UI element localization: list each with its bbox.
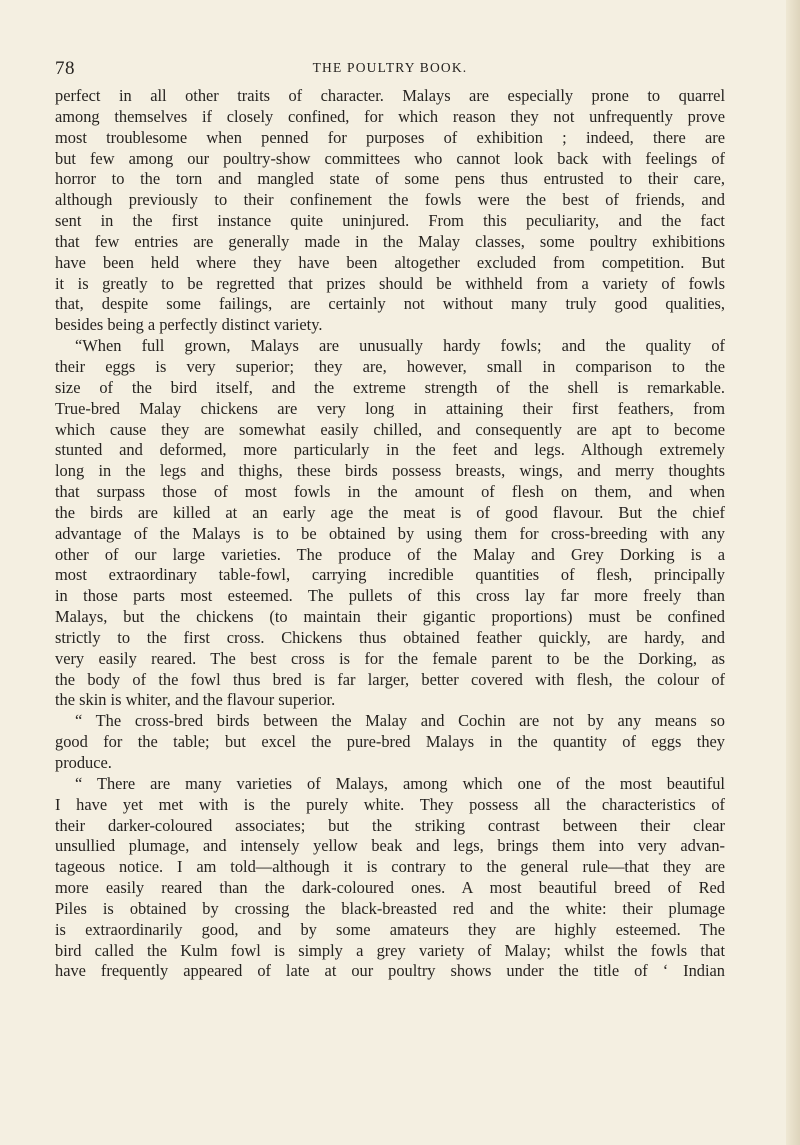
text-line: the skin is whiter, and the flavour superior. — [55, 690, 336, 710]
text-line: very easily reared. The best cross is for the female parent to be the Dorking, as — [55, 648, 725, 668]
page-edge-shadow — [786, 0, 800, 1145]
text-line: have frequently appeared of late at our poultry shows under the title of ‘ Indian — [55, 961, 725, 981]
text-line: among themselves if closely confined, for which reason they not unfrequently prove — [55, 106, 725, 126]
text-line: True-bred Malay chickens are very long in attaining their first feathers, from — [55, 398, 725, 418]
text-line: most extraordinary table-fowl, carrying incredible quantities of flesh, principally — [55, 565, 725, 585]
text-line: that few entries are generally made in the Malay classes, some poultry exhibitions — [55, 231, 725, 251]
running-head — [55, 58, 725, 82]
text-line: “ The cross-bred birds between the Malay and Cochin are not by any means so — [75, 711, 725, 731]
text-line: is extraordinarily good, and by some amateurs they are highly esteemed. The — [55, 919, 725, 939]
text-line: more easily reared than the dark-coloured ones. A most beautiful breed of Red — [55, 878, 725, 898]
text-line: other of our large varieties. The produce of the Malay and Grey Dorking is a — [55, 544, 725, 564]
text-line: the body of the fowl thus bred is far larger, better covered with flesh, the colour of — [55, 669, 725, 689]
book-title: THE POULTRY BOOK. — [312, 60, 468, 75]
text-line: good for the table; but excel the pure-bred Malays in the quantity of eggs they — [55, 732, 725, 752]
text-line: have been held where they have been altogether excluded from competition. But — [55, 252, 725, 272]
text-line: their eggs is very superior; they are, however, small in comparison to the — [55, 356, 725, 376]
text-line: Piles is obtained by crossing the black-breasted red and the white: their plumage — [55, 898, 725, 918]
text-line: although previously to their confinement the fowls were the best of friends, and — [55, 190, 725, 210]
body-text — [55, 86, 725, 982]
text-line: which cause they are somewhat easily chilled, and consequently are apt to become — [55, 419, 725, 439]
text-line: advantage of the Malays is to be obtained by using them for cross-breeding with any — [55, 523, 725, 543]
text-line: perfect in all other traits of character. Malays are especially prone to quarrel — [55, 86, 725, 105]
text-line: I have yet met with is the purely white. They possess all the characteristics of — [55, 794, 725, 814]
text-line: sent in the first instance quite uninjured. From this peculiarity, and the fact — [55, 211, 725, 231]
text-line: “ There are many varieties of Malays, among which one of the most beautiful — [75, 773, 725, 793]
page-number: 78 — [55, 58, 75, 79]
text-line: most troublesome when penned for purposes of exhibition ; indeed, there are — [55, 127, 725, 147]
text-line: the birds are killed at an early age the meat is of good flavour. But the chief — [55, 502, 725, 522]
text-line: Malays, but the chickens (to maintain their gigantic proportions) must be confined — [55, 607, 725, 627]
text-line: unsullied plumage, and intensely yellow beak and legs, brings them into very advan- — [55, 836, 725, 856]
text-line: tageous notice. I am told—although it is contrary to the general rule—that they are — [55, 857, 725, 877]
text-line: that surpass those of most fowls in the amount of flesh on them, and when — [55, 482, 725, 502]
text-line: in those parts most esteemed. The pullets of this cross lay far more freely than — [55, 586, 725, 606]
text-line: “When full grown, Malays are unusually hardy fowls; and the quality of — [75, 336, 725, 356]
text-line: long in the legs and thighs, these birds possess breasts, wings, and merry thoughts — [55, 461, 725, 481]
text-line: strictly to the first cross. Chickens thus obtained feather quickly, are hardy, and — [55, 627, 725, 647]
text-line: bird called the Kulm fowl is simply a grey variety of Malay; whilst the fowls that — [55, 940, 725, 960]
text-line: it is greatly to be regretted that prizes should be withheld from a variety of fowls — [55, 273, 725, 293]
text-line: size of the bird itself, and the extreme strength of the shell is remarkable. — [55, 377, 725, 397]
text-line: besides being a perfectly distinct variety. — [55, 315, 323, 335]
text-line: horror to the torn and mangled state of some pens thus entrusted to their care, — [55, 169, 725, 189]
text-line: that, despite some failings, are certainly not without many truly good qualities, — [55, 294, 725, 314]
text-line: their darker-coloured associates; but the striking contrast between their clear — [55, 815, 725, 835]
text-line: stunted and deformed, more particularly in the feet and legs. Although extremely — [55, 440, 725, 460]
text-line: but few among our poultry-show committees who cannot look back with feelings of — [55, 148, 725, 168]
text-line: produce. — [55, 753, 112, 772]
